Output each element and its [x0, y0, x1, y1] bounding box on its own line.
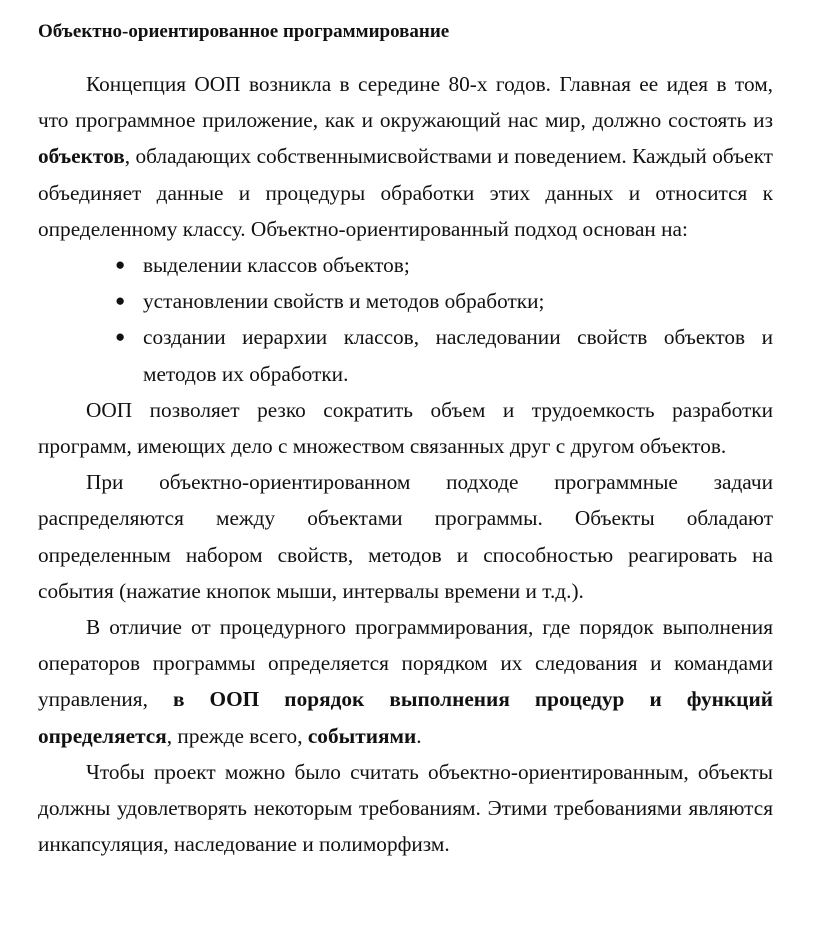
document-body [38, 66, 773, 862]
document-title: Объектно-ориентированное программирование [38, 21, 450, 42]
paragraph-oop-benefit: ООП позволяет резко сократить объем и трудоемкость разработки программ, имеющих дело с множеством связанных друг с другом объектов. [38, 397, 773, 459]
approach-bullet-list [38, 247, 773, 392]
list-item [115, 247, 773, 283]
paragraph-text: . [416, 723, 422, 748]
list-item [115, 283, 773, 319]
paragraph-event-driven [38, 609, 773, 754]
bullet-icon: ● [115, 327, 126, 347]
paragraph-text: Концепция ООП возникла в середине 80-х годов. Главная ее идея в том, что программное приложение, как и окружающий нас мир, должно состоять из [38, 72, 773, 133]
bullet-icon: ● [115, 291, 126, 311]
list-item-text: установлении свойств и методов обработки; [143, 289, 545, 314]
paragraph-oop-requirements: Чтобы проект можно было считать объектно-ориентированным, объекты должны удовлетворять некоторым требованиям. Этими требованиями являются инкапсуляция, наследование и полиморфизм. [38, 759, 773, 857]
paragraph-oop-concept [38, 66, 773, 247]
paragraph-text: , прежде всего, [166, 723, 308, 748]
list-item-text: создании иерархии классов, наследовании свойств объектов и методов их обработки. [143, 325, 773, 386]
paragraph-text: , обладающих собственнымисвойствами и поведением. Каждый объект объединяет данные и процедуры обработки этих данных и относится к определенному классу. Объектно-ориентированный подход основан на: [38, 144, 773, 241]
paragraph-task-distribution: При объектно-ориентированном подходе программные задачи распределяются между объектами программы. Объекты обладают определенным набором свойств, методов и способностью реагировать на события (нажатие кнопок мыши, интервалы времени и т.д.). [38, 470, 773, 603]
list-item-text: выделении классов объектов; [143, 253, 410, 278]
bullet-icon: ● [115, 255, 126, 275]
list-item [115, 319, 773, 391]
bold-term-objects: объектов [38, 144, 125, 169]
bold-term-events: событиями [307, 723, 417, 748]
paragraph-text: В отличие от процедурного программирования, где порядок выполнения операторов программы определяется порядком их следования и командами управления, [38, 615, 773, 712]
bold-phrase-oop-order: в ООП порядок выполнения процедур и функций определяется [38, 687, 773, 748]
